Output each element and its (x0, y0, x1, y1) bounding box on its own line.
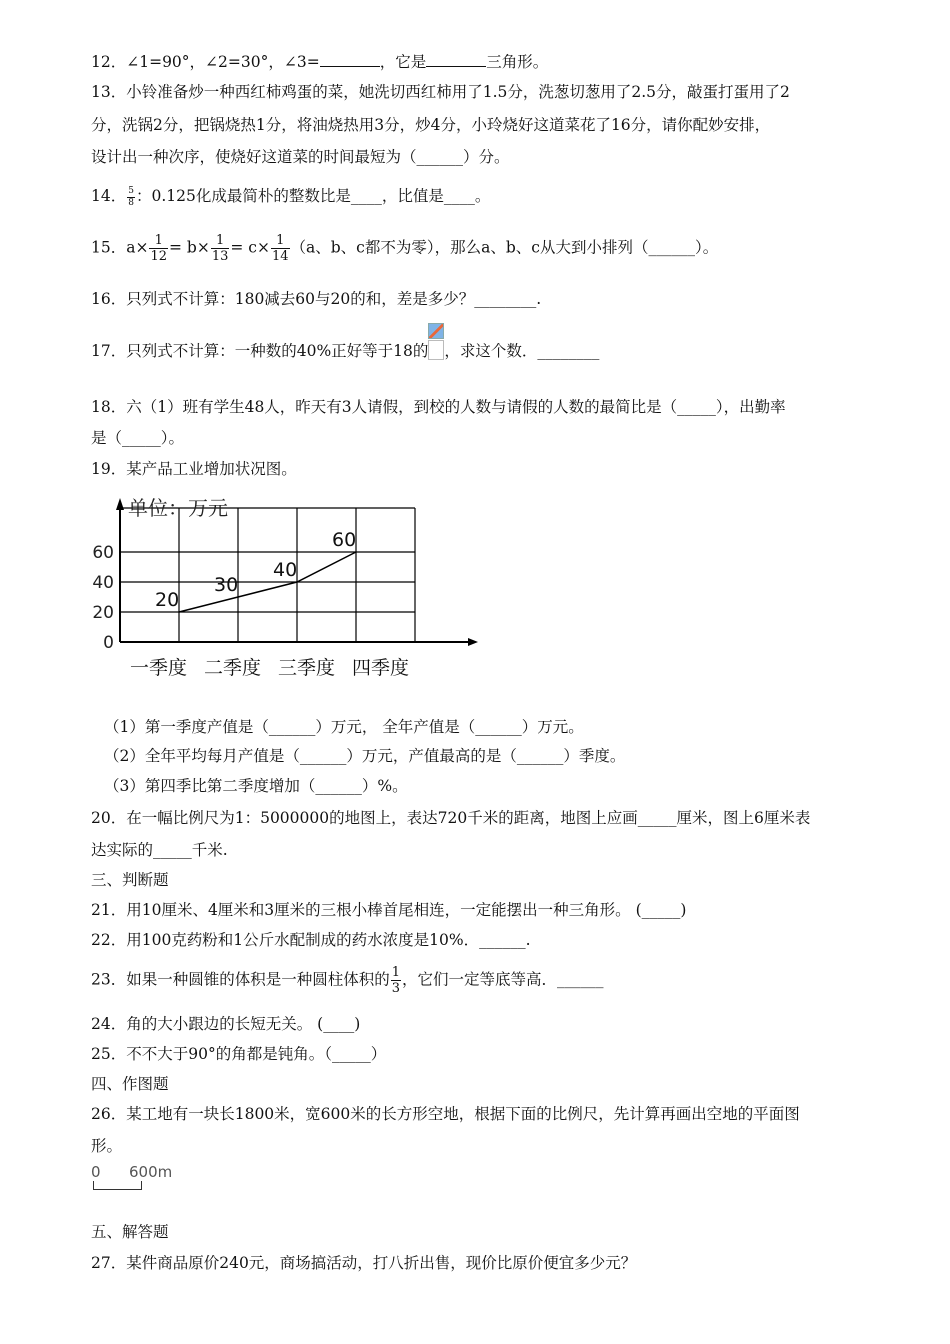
data-label: 30 (214, 574, 239, 596)
question-16: 16．只列式不计算：180减去60与20的和，差是多少？________. (91, 290, 542, 308)
scale-label-600m: 600m (129, 1163, 173, 1181)
question-25: 25．不不大于90°的角都是钝角。（_____） (91, 1045, 387, 1063)
q23-fraction: $\frac{1}{3}$ (391, 965, 401, 996)
q20-line-2: 达实际的_____千米. (91, 841, 228, 859)
q19-sub-3: （3）第四季比第二季度增加（______）%。 (104, 777, 408, 795)
data-labels (155, 529, 356, 611)
y-tick-label: 0 (103, 633, 114, 653)
section-3-heading: 三、判断题 (91, 871, 169, 889)
scale-bar (91, 1163, 181, 1197)
q23-text-2: ，它们一定等底等高．______ (402, 970, 604, 989)
broken-image-icon (428, 323, 444, 361)
q20-line-1: 20．在一幅比例尺为1：5000000的地图上，表达720千米的距离，地图上应画_____厘米，图上6厘米表 (91, 809, 811, 827)
q14-fraction: $\frac{5}{8}$ (128, 185, 134, 208)
line-chart (90, 488, 490, 688)
section-5-heading: 五、解答题 (91, 1223, 169, 1241)
q15-text-2: = b× (169, 238, 210, 257)
q23-text-1: 23．如果一种圆锥的体积是一种圆柱体积的 (91, 970, 390, 989)
q15-fraction-2: $\frac{1}{13}$ (211, 233, 229, 264)
q17-text-1: 17．只列式不计算：一种数的40%正好等于18的 (91, 342, 429, 360)
data-label: 40 (273, 559, 298, 581)
question-19: 19．某产品工业增加状况图。 (91, 460, 297, 478)
y-tick-label: 40 (92, 573, 114, 593)
y-tick-label: 20 (92, 603, 114, 623)
q26-line-2: 形。 (91, 1137, 123, 1155)
scale-label-0: 0 (91, 1163, 101, 1181)
y-axis-arrow (116, 498, 124, 510)
q15-text-4: （a、b、c都不为零），那么a、b、c从大到小排列（______）。 (290, 238, 719, 257)
q15-fraction-1: $\frac{1}{12}$ (150, 233, 167, 264)
q12-text-1: ∠1=90°，∠2=30°，∠3= (126, 53, 320, 71)
q18-line-1: 18．六（1）班有学生48人，昨天有3人请假，到校的人数与请假的人数的最简比是（_____），出勤率 (91, 398, 786, 416)
q19-sub-2: （2）全年平均每月产值是（______）万元，产值最高的是（______）季度。 (104, 747, 626, 765)
category-labels (130, 657, 409, 679)
data-label: 20 (155, 589, 180, 611)
category-label: 一季度 (130, 657, 188, 679)
q12-text-3: 三角形。 (486, 53, 549, 71)
chart-grid (120, 508, 415, 642)
question-22: 22．用100克药粉和1公斤水配制成的药水浓度是10%．______. (91, 931, 531, 949)
q13-line-3: 设计出一种次序，使烧好这道菜的时间最短为（______）分。 (91, 148, 510, 166)
q15-text-1: 15．a× (91, 238, 149, 257)
q14-text: ：0.125化成最简朴的整数比是____，比值是____。 (135, 187, 491, 205)
question-12 (91, 52, 548, 72)
q12-num: 12． (91, 53, 127, 71)
section-4-heading: 四、作图题 (91, 1075, 169, 1093)
q12-text-2: ，它是 (379, 53, 427, 71)
question-21: 21．用10厘米、4厘米和3厘米的三根小棒首尾相连，一定能摆出一种三角形。 (_____) (91, 901, 687, 919)
q12-blank-1 (320, 52, 380, 67)
scale-segment (93, 1181, 142, 1190)
q12-blank-2 (426, 52, 486, 67)
q13-line-1: 13．小铃准备炒一种西红柿鸡蛋的菜，她洗切西红柿用了1.5分，洗葱切葱用了2.5分，敲蛋打蛋用了2 (91, 83, 790, 101)
question-27: 27．某件商品原价240元，商场搞活动，打八折出售，现价比原价便宜多少元？ (91, 1254, 637, 1272)
question-17 (91, 323, 599, 361)
question-15 (91, 234, 718, 263)
q15-text-3: = c× (230, 238, 270, 257)
y-tick-label: 60 (92, 543, 114, 563)
category-label: 二季度 (204, 657, 262, 679)
q15-fraction-3: $\frac{1}{14}$ (271, 233, 289, 264)
q19-sub-1: （1）第一季度产值是（______）万元， 全年产值是（______）万元。 (104, 718, 584, 736)
data-label: 60 (332, 529, 357, 551)
question-14 (91, 186, 490, 208)
q26-line-1: 26．某工地有一块长1800米，宽600米的长方形空地，根据下面的比例尺，先计算再画出空地的平面图 (91, 1105, 800, 1123)
category-label: 三季度 (278, 657, 336, 679)
chart-title: 单位：万元 (128, 496, 228, 520)
category-label: 四季度 (352, 657, 410, 679)
question-24: 24．角的大小跟边的长短无关。 (____) (91, 1015, 361, 1033)
x-axis-arrow (468, 638, 478, 646)
y-tick-labels (92, 543, 114, 653)
q18-line-2: 是（_____）。 (91, 429, 185, 447)
q14-num: 14． (91, 187, 127, 205)
q17-text-2: ，求这个数．________ (444, 342, 600, 360)
q13-line-2: 分，洗锅2分，把锅烧热1分，将油烧热用3分，炒4分，小玲烧好这道菜花了16分，请你配妙安排， (91, 116, 771, 134)
question-23 (91, 966, 604, 995)
